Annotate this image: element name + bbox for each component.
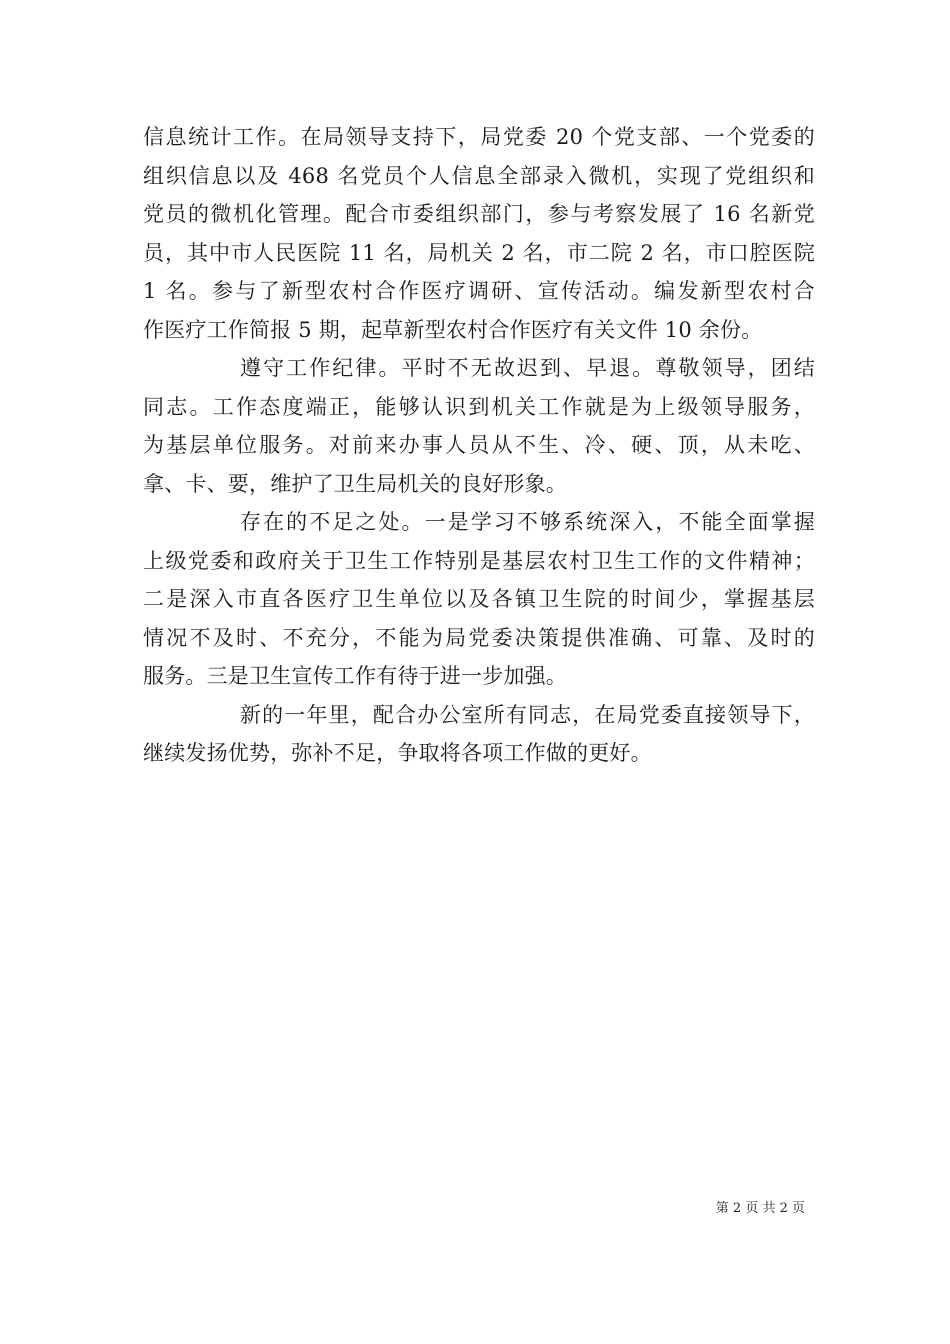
paragraph-work-discipline: [143, 349, 815, 503]
text-line: 拿、卡、要，维护了卫生局机关的良好形象。: [143, 471, 567, 496]
paragraph-new-year-plan: [143, 696, 815, 773]
page-number-footer: 第 2 页 共 2 页: [715, 1201, 805, 1216]
text-line: 作医疗工作简报 5 期，起草新型农村合作医疗有关文件 10 余份。: [143, 317, 763, 342]
text-line: 情况不及时、不充分，不能为局党委决策提供准确、可靠、及时的: [143, 625, 815, 650]
text-line: 信息统计工作。在局领导支持下，局党委 20 个党支部、一个党委的: [143, 125, 815, 149]
text-line: 1 名。参与了新型农村合作医疗调研、宣传活动。编发新型农村合: [143, 279, 815, 303]
text-line: 同志。工作态度端正，能够认识到机关工作就是为上级领导服务，: [143, 394, 815, 419]
text-line: 上级党委和政府关于卫生工作特别是基层农村卫生工作的文件精神；: [143, 548, 815, 573]
text-line: 遵守工作纪律。平时不无故迟到、早退。尊敬领导，团结: [240, 356, 815, 380]
text-line: 存在的不足之处。一是学习不够系统深入，不能全面掌握: [240, 510, 815, 534]
text-line: 新的一年里，配合办公室所有同志，在局党委直接领导下，: [240, 702, 815, 727]
text-line: 党员的微机化管理。配合市委组织部门，参与考察发展了 16 名新党: [143, 202, 815, 226]
text-line: 员，其中市人民医院 11 名，局机关 2 名，市二院 2 名，市口腔医院: [143, 240, 815, 265]
document-body: [143, 118, 815, 773]
text-line: 服务。三是卫生宣传工作有待于进一步加强。: [143, 664, 567, 688]
paragraph-work-summary: [143, 118, 815, 349]
paragraph-shortcomings: [143, 503, 815, 696]
text-line: 继续发扬优势，弥补不足，争取将各项工作做的更好。: [143, 741, 652, 765]
text-line: 为基层单位服务。对前来办事人员从不生、冷、硬、顶，从未吃、: [143, 433, 815, 457]
text-line: 组织信息以及 468 名党员个人信息全部录入微机，实现了党组织和: [143, 163, 815, 188]
text-line: 二是深入市直各医疗卫生单位以及各镇卫生院的时间少，掌握基层: [143, 587, 815, 611]
